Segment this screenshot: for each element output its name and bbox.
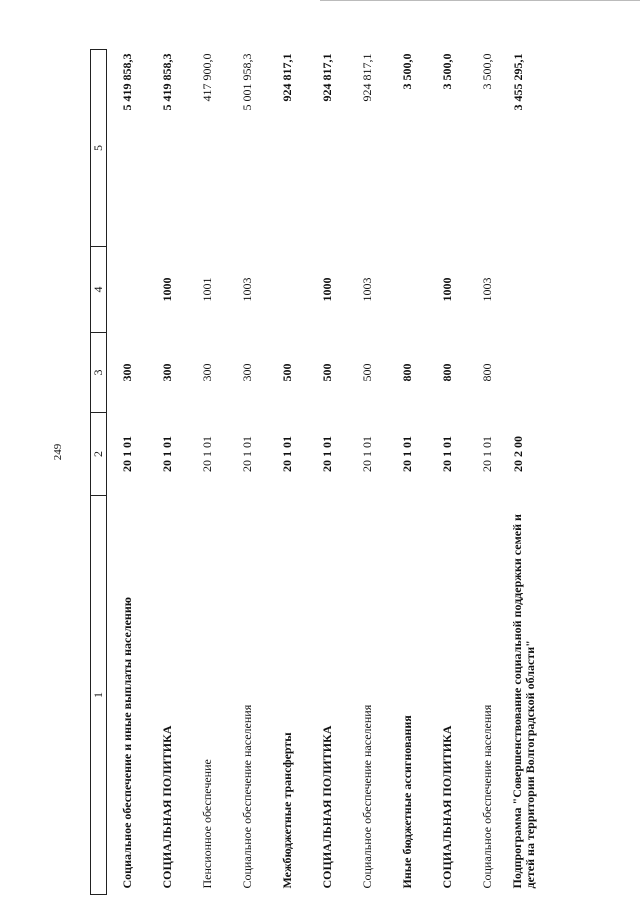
row-rz: 1003 (359, 277, 374, 302)
row-csr: 20 1 01 (319, 436, 334, 472)
table-row (387, 50, 427, 895)
row-sum: 5 419 858,3 (119, 53, 134, 111)
row-rz (267, 247, 307, 333)
row-name: Подпрограмма "Совершенствование социальной поддержки семей и детей на территории Волгоградской области" (510, 514, 537, 889)
row-sum: 3 455 295,1 (511, 53, 525, 111)
row-sum: 924 817,1 (359, 53, 374, 102)
page-number: 249 (52, 443, 64, 461)
row-vr: 800 (479, 363, 494, 382)
header-col-4: 4 (91, 247, 107, 333)
row-csr: 20 1 01 (119, 436, 134, 472)
row-name: Социальное обеспечение населения (359, 704, 374, 889)
row-name: Иные бюджетные ассигнования (399, 715, 414, 889)
row-csr: 20 2 00 (511, 436, 525, 472)
row-vr: 300 (199, 363, 214, 382)
header-col-1: 1 (91, 496, 107, 895)
row-rz (507, 247, 601, 333)
header-col-3: 3 (91, 333, 107, 413)
table-row (347, 50, 387, 895)
row-name: Межбюджетные трансферты (279, 732, 294, 889)
row-csr: 20 1 01 (399, 436, 414, 472)
row-csr: 20 1 01 (479, 436, 494, 472)
row-sum: 417 900,0 (199, 53, 214, 102)
row-csr: 20 1 01 (439, 436, 454, 472)
row-vr (507, 333, 601, 413)
row-name: СОЦИАЛЬНАЯ ПОЛИТИКА (159, 725, 174, 889)
table-row (427, 50, 467, 895)
rotated-table-container (90, 50, 610, 895)
row-rz: 1000 (439, 277, 454, 302)
row-vr: 500 (359, 363, 374, 382)
row-csr: 20 1 01 (279, 436, 294, 472)
row-rz: 1000 (159, 277, 174, 302)
row-rz: 1003 (479, 277, 494, 302)
table-row (467, 50, 507, 895)
row-sum: 3 500,0 (439, 53, 454, 90)
row-name: СОЦИАЛЬНАЯ ПОЛИТИКА (439, 725, 454, 889)
table-row (267, 50, 307, 895)
row-vr: 800 (439, 363, 454, 382)
row-name: Социальное обеспечение населения (239, 704, 254, 889)
row-csr: 20 1 01 (359, 436, 374, 472)
row-sum: 924 817,1 (319, 53, 334, 102)
row-sum: 5 419 858,3 (159, 53, 174, 111)
row-csr: 20 1 01 (239, 436, 254, 472)
row-vr: 500 (319, 363, 334, 382)
header-row (91, 50, 107, 895)
row-sum: 3 500,0 (479, 53, 494, 90)
row-name: Социальное обеспечение населения (479, 704, 494, 889)
row-name: Пенсионное обеспечение (199, 759, 214, 889)
row-rz: 1003 (239, 277, 254, 302)
header-col-5: 5 (91, 50, 107, 247)
row-rz: 1000 (319, 277, 334, 302)
row-csr: 20 1 01 (159, 436, 174, 472)
row-vr: 300 (159, 363, 174, 382)
row-name: СОЦИАЛЬНАЯ ПОЛИТИКА (319, 725, 334, 889)
row-vr: 300 (239, 363, 254, 382)
row-rz: 1001 (199, 277, 214, 302)
budget-table (90, 49, 601, 895)
row-vr: 500 (279, 363, 294, 382)
scan-edge-line (320, 0, 640, 1)
row-name: Социальное обеспечение и иные выплаты населению (119, 597, 134, 889)
row-rz (387, 247, 427, 333)
table-row (147, 50, 187, 895)
row-rz (107, 247, 148, 333)
table-row (307, 50, 347, 895)
row-sum: 5 001 958,3 (239, 53, 254, 111)
table-row (107, 50, 148, 895)
row-sum: 3 500,0 (399, 53, 414, 90)
row-vr: 300 (119, 363, 134, 382)
table-row (227, 50, 267, 895)
table-row (507, 50, 601, 895)
row-vr: 800 (399, 363, 414, 382)
row-sum: 924 817,1 (279, 53, 294, 102)
row-csr: 20 1 01 (199, 436, 214, 472)
header-col-2: 2 (91, 413, 107, 496)
table-row (187, 50, 227, 895)
